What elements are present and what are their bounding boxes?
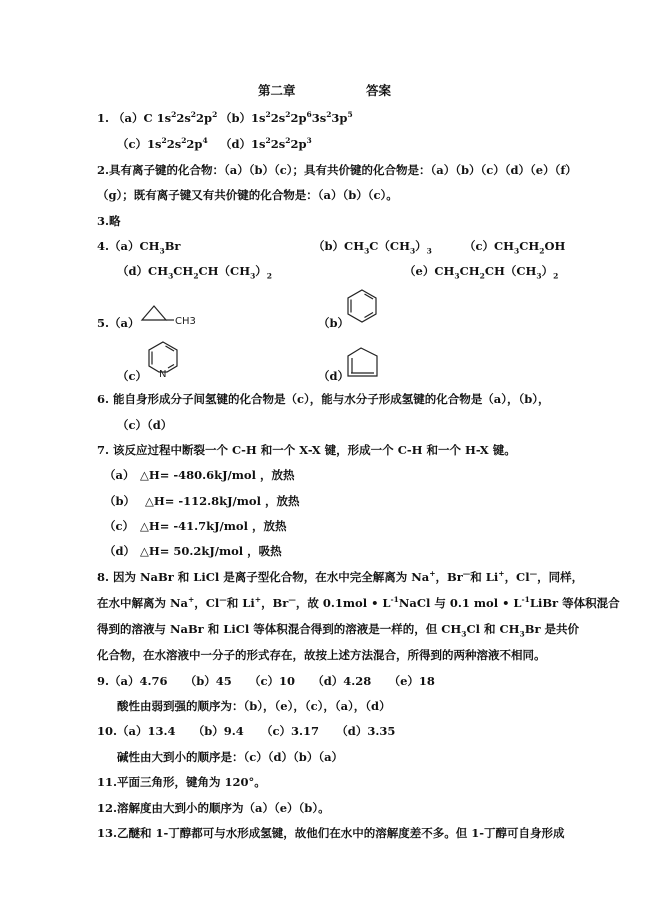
q12: 12.溶解度由大到小的顺序为（a）（e）（b）。	[97, 801, 330, 815]
q4-b: $(b)CH_3C(CH_3)_3$	[313, 239, 432, 256]
q7-row-b-value: △H= -112.8kJ/mol ，放热	[145, 494, 300, 508]
benzene-structure	[344, 288, 380, 324]
q7-row-b-label: （b）	[104, 494, 136, 508]
q2-line2: （g）；既有离子键又有共价键的化合物是：（a）（b）（c）。	[97, 188, 398, 202]
q8-line1: 8. 因为 NaBr 和 LiCl 是离子型化合物，在水中完全解离为 Na+，Br—和 Li+，Cl—，同样，	[97, 569, 584, 584]
q5-b-label: （b）	[318, 316, 350, 330]
q5-c-label: （c）	[117, 369, 148, 383]
methylcyclopropane-structure	[140, 300, 200, 330]
methyl-label: CH3	[175, 316, 196, 327]
q10-order: 碱性由大到小的顺序是：（c）（d）（b）（a）	[117, 750, 344, 764]
q8-line3: 得到的溶液与 NaBr 和 LiCl 等体积混合得到的溶液是一样的，但 $CH_3Cl$ 和 $CH_3Br$ 是共价	[97, 622, 580, 639]
q5-d-label: （d）	[318, 369, 350, 383]
q2-line1: 2.具有离子键的化合物：（a）（b）（c）；具有共价键的化合物是：（a）（b）（c）（d）（e）（f）	[97, 163, 577, 177]
q7-row-a-label: （a）	[104, 468, 135, 482]
q1-a: 1. （a）C $1s^22s^22p^2$	[97, 110, 218, 125]
q9-values: 9.（a）4.76 （b）45 （c）10 （d）4.28 （e）18	[97, 674, 435, 688]
cyclopentadiene-structure	[344, 346, 384, 380]
q7-row-a-value: △H= -480.6kJ/mol ，放热	[140, 468, 295, 482]
q7-row-c-value: △H= -41.7kJ/mol ，放热	[140, 519, 287, 533]
q9-order: 酸性由弱到强的顺序为：（b），（e），（c），（a），（d）	[117, 699, 391, 713]
q7-intro: 7. 该反应过程中断裂一个 C-H 和一个 X-X 键，形成一个 C-H 和一个 H-X 键。	[97, 443, 516, 457]
q4-d: $(d)CH_3CH_2CH(CH_3)_2$	[117, 264, 273, 281]
q4-e: $(e)CH_3CH_2CH(CH_3)_2$	[404, 264, 559, 281]
q5-a-label: 5.（a）	[97, 316, 140, 330]
pyridine-structure	[145, 340, 181, 380]
nitrogen-label: N	[159, 369, 167, 380]
chapter-title: 第二章	[258, 83, 296, 98]
q1-b: $(b)1s^22s^22p^63s^23p^5$	[220, 110, 353, 125]
q7-row-d-value: △H= 50.2kJ/mol ，吸热	[140, 544, 282, 558]
q11: 11.平面三角形，键角为 120°。	[97, 775, 266, 789]
q7-row-c-label: （c）	[104, 519, 135, 533]
q4-a: $4.(a)CH_3Br$	[97, 239, 181, 256]
q6-line2: （c）（d）	[117, 418, 173, 432]
q8-line4: 化合物，在水溶液中一分子的形式存在，故按上述方法混合，所得到的两种溶液不相同。	[97, 648, 546, 662]
q3: 3.略	[97, 214, 121, 228]
q4-c: $(c)CH_3CH_2OH$	[464, 239, 566, 256]
answer-title: 答案	[366, 83, 392, 98]
q13: 13.乙醚和 1-丁醇都可与水形成氢键，故他们在水中的溶解度差不多。但 1-丁醇可自身形成	[97, 826, 565, 840]
q1-d: $(d)1s^22s^22p^3$	[220, 136, 312, 151]
q6-line1: 6. 能自身形成分子间氢键的化合物是（c），能与水分子形成氢键的化合物是（a），（b），	[97, 392, 550, 406]
q10-values: 10.（a）13.4 （b）9.4 （c）3.17 （d）3.35	[97, 724, 396, 738]
q8-line2: 在水中解离为 Na+，Cl—和 Li+，Br—，故 0.1mol • $L^{-1}NaCl$ 与 0.1 mol • $L^{-1}LiBr$ 等体积混合	[97, 595, 620, 610]
q7-row-d-label: （d）	[104, 544, 136, 558]
q1-c: $(c)1s^22s^22p^4$	[117, 136, 208, 151]
